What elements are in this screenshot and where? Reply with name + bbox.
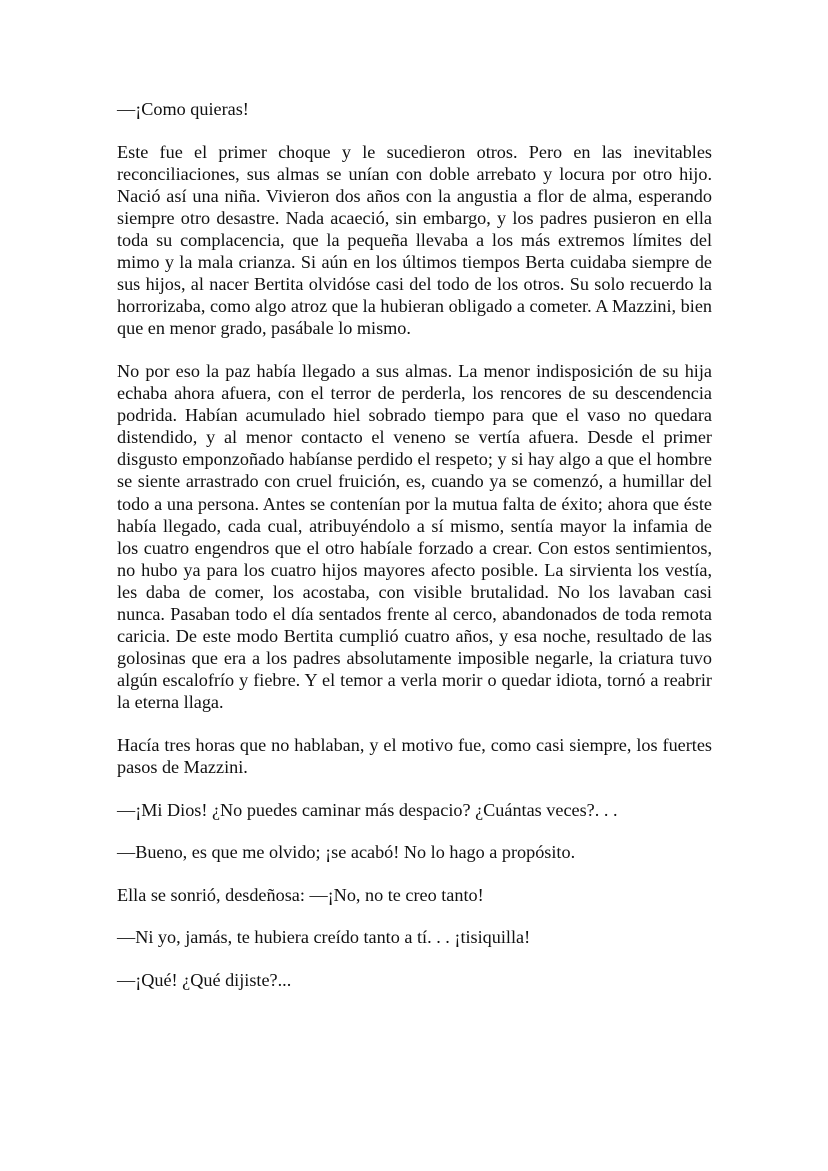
document-page (117, 98, 712, 1012)
paragraph-tres-horas: Hacía tres horas que no hablaban, y el motivo fue, como casi siempre, los fuertes pasos de Mazzini. (117, 734, 712, 778)
dialog-line-ni-yo: —Ni yo, jamás, te hubiera creído tanto a tí. . . ¡tisiquilla! (117, 927, 531, 948)
paragraph-primer-choque: Este fue el primer choque y le sucedieron otros. Pero en las inevitables reconciliaciones, sus almas se unían con doble arrebato y locura por otro hijo. Nació así una niña. Vivieron dos años con la angustia a flor de alma, esperando siempre otro desastre. Nada acaeció, sin embargo, y los padres pusieron en ella toda su complacencia, que la pequeña llevaba a los más extremos límites del mimo y la mala crianza. Si aún en los últimos tiempos Berta cuidaba siempre de sus hijos, al nacer Bertita olvidóse casi del todo de los otros. Su solo recuerdo la horrorizaba, como algo atroz que la hubieran obligado a cometer. A Mazzini, bien que en menor grado, pasábale lo mismo. (117, 141, 712, 339)
dialog-line-que-dijiste: —¡Qué! ¿Qué dijiste?... (117, 970, 292, 990)
dialog-line-bueno: —Bueno, es que me olvido; ¡se acabó! No lo hago a propósito. (117, 842, 576, 863)
dialog-line-como-quieras: —¡Como quieras! (117, 99, 249, 119)
paragraph-paz-almas: No por eso la paz había llegado a sus almas. La menor indisposición de su hija echaba ahora afuera, con el terror de perderla, los rencores de su descendencia podrida. Habían acumulado hiel sobrado tiempo para que el vaso no quedara distendido, y al menor contacto el veneno se vertía afuera. Desde el primer disgusto emponzoñado habíanse perdido el respeto; y si hay algo a que el hombre se siente arrastrado con cruel fruición, es, cuando ya se comenzó, a humillar del todo a una persona. Antes se contenían por la mutua falta de éxito; ahora que éste había llegado, cada cual, atribuyéndolo a sí mismo, sentía mayor la infamia de los cuatro engendros que el otro habíale forzado a crear. Con estos sentimientos, no hubo ya para los cuatro hijos mayores afecto posible. La sirvienta los vestía, les daba de comer, los acostaba, con visible brutalidad. No los lavaban casi nunca. Pasaban todo el día sentados frente al cerco, abandonados de toda remota caricia. De este modo Bertita cumplió cuatro años, y esa noche, resultado de las golosinas que era a los padres absolutamente imposible negarle, la criatura tuvo algún escalofrío y fiebre. Y el temor a verla morir o quedar idiota, tornó a reabrir la eterna llaga. (117, 360, 712, 713)
dialog-line-mi-dios: —¡Mi Dios! ¿No puedes caminar más despacio? ¿Cuántas veces?. . . (117, 799, 618, 820)
dialog-line-ella-sonrio: Ella se sonrió, desdeñosa: —¡No, no te creo tanto! (117, 884, 484, 905)
